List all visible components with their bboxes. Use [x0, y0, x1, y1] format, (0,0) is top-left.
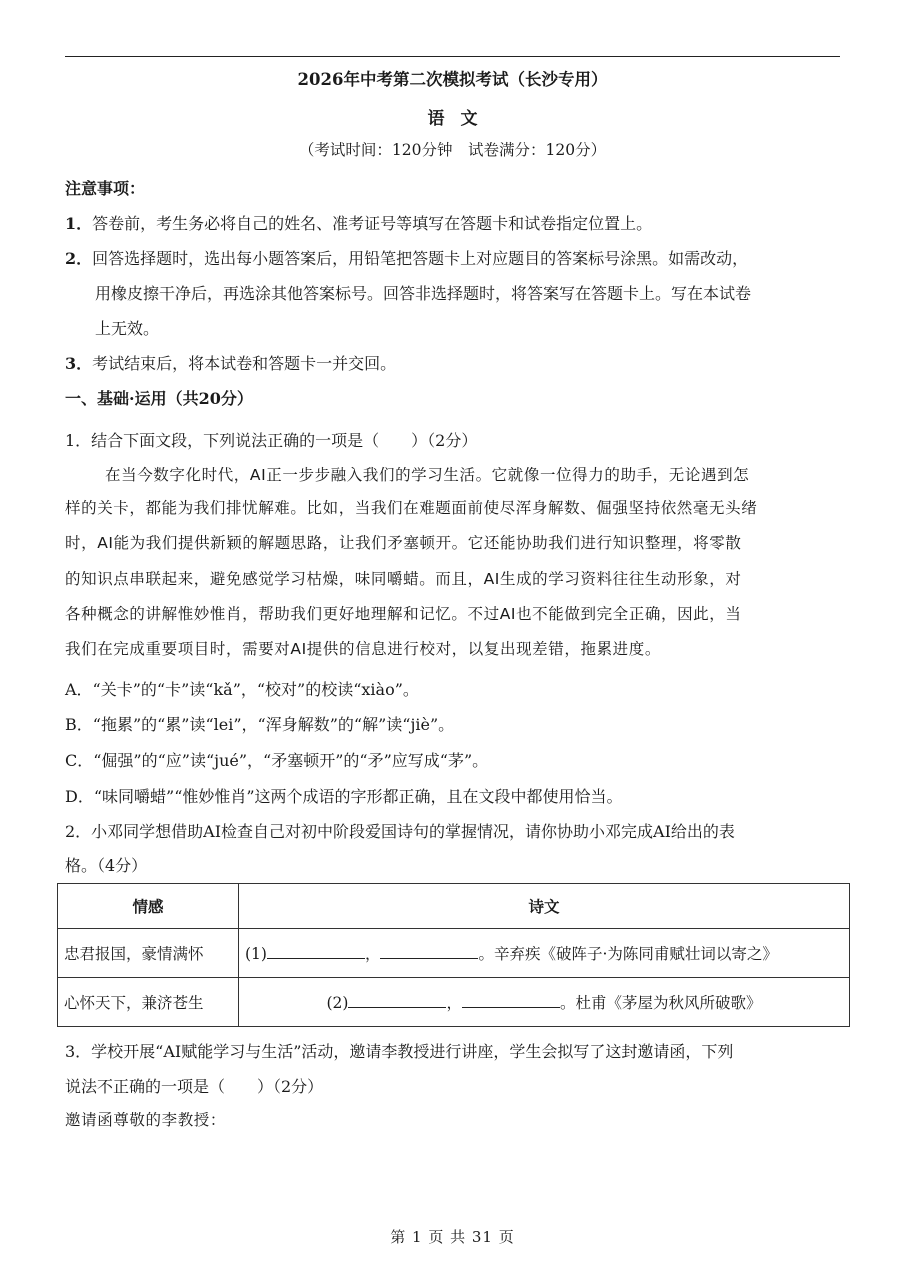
question-2-stem-end: 格。（4分）	[65, 856, 148, 875]
blank-label: (2)	[326, 994, 349, 1012]
note-text: 答卷前，考生务必将自己的姓名、准考证号等填写在答题卡和试卷指定位置上。	[92, 214, 653, 233]
section-heading: 一、基础·运用（共20分）	[65, 389, 253, 408]
exam-info: （考试时间：120分钟 试卷满分：120分）	[298, 141, 607, 159]
question-1-stem: 1．结合下面文段，下列说法正确的一项是（ ）（2分）	[65, 431, 478, 450]
emotion-cell: 心怀天下，兼济苍生	[58, 978, 239, 1027]
note-number: 3．	[65, 354, 93, 373]
emotion-cell: 忠君报国，豪情满怀	[58, 929, 239, 978]
letter-salutation: 邀请函尊敬的李教授：	[65, 1111, 227, 1129]
question-2-stem: 2．小邓同学想借助AI检查自己对初中阶段爱国诗句的掌握情况，请你协助小邓完成AI给出的表	[65, 822, 735, 841]
subject-title: 语文	[427, 109, 494, 129]
answer-blank[interactable]	[380, 944, 478, 959]
poem-cell	[239, 978, 850, 1027]
header-rule	[65, 56, 840, 57]
separator: ，	[446, 994, 462, 1012]
poem-cell	[239, 929, 850, 978]
passage-line: 时，AI能为我们提供新颖的解题思路，让我们矛塞顿开。它还能协助我们进行知识整理，将零散	[65, 534, 742, 552]
passage-line: 在当今数字化时代，AI正一步步融入我们的学习生活。它就像一位得力的助手，无论遇到怎	[105, 466, 750, 484]
table-row	[58, 929, 850, 978]
note-number: 2．	[65, 249, 93, 268]
note-item-3	[65, 351, 855, 374]
header-poem: 诗文	[239, 884, 850, 929]
question-3-stem-end: 说法不正确的一项是（ ）（2分）	[65, 1077, 324, 1096]
poem-source: 。杜甫《茅屋为秋风所破歌》	[559, 994, 762, 1012]
note-text: 回答选择题时，选出每小题答案后，用铅笔把答题卡上对应题目的答案标号涂黑。如需改动，	[92, 249, 749, 268]
answer-blank[interactable]	[462, 993, 560, 1008]
note-item-1	[65, 211, 855, 234]
notes-heading: 注意事项：	[65, 179, 146, 198]
option-c: C．“倔强”的“应”读“jué”，“矛塞顿开”的“矛”应写成“茅”。	[65, 751, 489, 770]
separator: ，	[364, 945, 381, 963]
poem-table	[57, 883, 850, 1027]
note-item-2-end: 上无效。	[95, 319, 160, 338]
answer-blank[interactable]	[267, 944, 365, 959]
note-text: 考试结束后，将本试卷和答题卡一并交回。	[92, 354, 397, 373]
option-d: D．“味同嚼蜡”“惟妙惟肖”这两个成语的字形都正确，且在文段中都使用恰当。	[65, 787, 623, 806]
question-3-stem: 3．学校开展“AI赋能学习与生活”活动，邀请李教授进行讲座，学生会拟写了这封邀请函，下列	[65, 1042, 734, 1061]
passage-line: 样的关卡，都能为我们排忧解难。比如，当我们在难题面前使尽浑身解数、倔强坚持依然毫无头绪	[65, 499, 758, 517]
table-header-row	[58, 884, 850, 929]
poem-source: 。辛弃疾《破阵子·为陈同甫赋壮词以寄之》	[478, 945, 778, 963]
table-row	[58, 978, 850, 1027]
page-footer: 第 1 页 共 31 页	[390, 1228, 515, 1246]
answer-blank[interactable]	[348, 993, 446, 1008]
note-item-2	[65, 246, 855, 269]
note-item-2-continued: 用橡皮擦干净后，再选涂其他答案标号。回答非选择题时，将答案写在答题卡上。写在本试卷	[95, 284, 752, 303]
header-emotion: 情感	[58, 884, 239, 929]
passage-line: 的知识点串联起来，避免感觉学习枯燥，味同嚼蜡。而且，AI生成的学习资料往往生动形象，对	[65, 570, 742, 588]
blank-label: (1)	[245, 945, 267, 963]
option-b: B．“拖累”的“累”读“lei”，“浑身解数”的“解”读“jiè”。	[65, 715, 455, 734]
note-number: 1．	[65, 214, 93, 233]
passage-line: 各种概念的讲解惟妙惟肖，帮助我们更好地理解和记忆。不过AI也不能做到完全正确，因此，当	[65, 605, 742, 623]
option-a: A．“关卡”的“卡”读“kǎ”，“校对”的校读“xiào”。	[65, 680, 419, 699]
exam-title: 2026年中考第二次模拟考试（长沙专用）	[297, 70, 608, 89]
passage-line: 我们在完成重要项目时，需要对AI提供的信息进行校对，以复出现差错，拖累进度。	[65, 640, 661, 658]
